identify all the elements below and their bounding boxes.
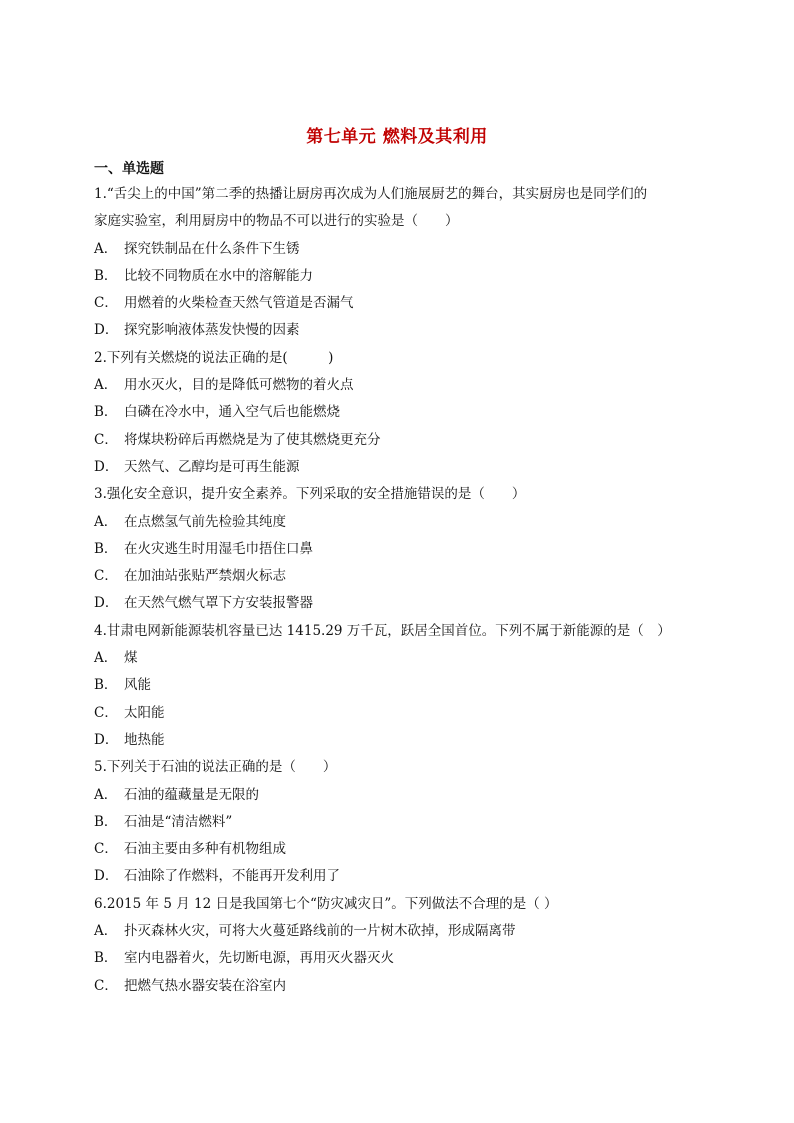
option-letter: A． xyxy=(94,377,118,394)
option-c xyxy=(94,836,714,863)
option-c xyxy=(94,973,714,1000)
option-c xyxy=(94,427,714,454)
option-d xyxy=(94,317,714,344)
option-text: 石油的蕴藏量是无限的 xyxy=(124,786,259,803)
option-letter: B． xyxy=(94,677,118,694)
option-c xyxy=(94,563,714,590)
option-d xyxy=(94,727,714,754)
question-stem: 6.2015 年 5 月 12 日是我国第七个“防灾减灾日”。下列做法不合理的是（ ） xyxy=(94,895,558,912)
option-text: 在火灾逃生时用湿毛巾捂住口鼻 xyxy=(124,540,313,557)
question-6 xyxy=(94,891,714,1000)
option-text: 在点燃氢气前先检验其纯度 xyxy=(124,513,286,530)
option-letter: D． xyxy=(94,868,119,885)
option-c xyxy=(94,700,714,727)
option-c xyxy=(94,290,714,317)
option-b xyxy=(94,809,714,836)
question-stem: 家庭实验室，利用厨房中的物品不可以进行的实验是（ ） xyxy=(94,213,459,230)
option-letter: A． xyxy=(94,786,118,803)
option-letter: A． xyxy=(94,240,118,257)
option-d xyxy=(94,863,714,890)
option-text: 把燃气热水器安装在浴室内 xyxy=(124,977,286,994)
option-b xyxy=(94,536,714,563)
option-letter: B． xyxy=(94,950,118,967)
option-text: 探究影响液体蒸发快慢的因素 xyxy=(124,322,300,339)
option-a xyxy=(94,782,714,809)
option-letter: D． xyxy=(94,595,119,612)
question-stem: 5.下列关于石油的说法正确的是（ ） xyxy=(94,759,337,776)
option-text: 扑灭森林火灾，可将大火蔓延路线前的一片树木砍掉，形成隔离带 xyxy=(124,923,516,940)
option-letter: B． xyxy=(94,540,118,557)
question-stem: 3.强化安全意识，提升安全素养。下列采取的安全措施错误的是（ ） xyxy=(94,486,526,503)
option-d xyxy=(94,454,714,481)
option-text: 石油除了作燃料，不能再开发利用了 xyxy=(124,868,340,885)
question-5 xyxy=(94,754,714,890)
option-b xyxy=(94,945,714,972)
question-3 xyxy=(94,481,714,617)
option-text: 天然气、乙醇均是可再生能源 xyxy=(124,458,300,475)
option-text: 地热能 xyxy=(124,731,165,748)
option-b xyxy=(94,263,714,290)
option-letter: D． xyxy=(94,458,119,475)
option-letter: D． xyxy=(94,322,119,339)
question-2 xyxy=(94,345,714,481)
question-stem: 2.下列有关燃烧的说法正确的是( ) xyxy=(94,349,334,366)
option-text: 煤 xyxy=(124,650,138,667)
option-letter: A． xyxy=(94,513,118,530)
option-letter: C． xyxy=(94,977,118,994)
option-text: 白磷在冷水中，通入空气后也能燃烧 xyxy=(124,404,340,421)
question-stem: 4.甘肃电网新能源装机容量已达 1415.29 万千瓦，跃居全国首位。下列不属于新能源的是（ ） xyxy=(94,622,671,639)
option-a xyxy=(94,372,714,399)
option-text: 用燃着的火柴检查天然气管道是否漏气 xyxy=(124,295,354,312)
option-text: 在加油站张贴严禁烟火标志 xyxy=(124,568,286,585)
question-list xyxy=(94,181,714,1000)
option-letter: B． xyxy=(94,404,118,421)
question-1 xyxy=(94,181,714,345)
option-text: 石油是“清洁燃料” xyxy=(124,813,233,830)
option-text: 将煤块粉碎后再燃烧是为了使其燃烧更充分 xyxy=(124,431,381,448)
question-4 xyxy=(94,618,714,754)
option-text: 室内电器着火，先切断电源，再用灭火器灭火 xyxy=(124,950,394,967)
option-text: 用水灭火，目的是降低可燃物的着火点 xyxy=(124,377,354,394)
option-a xyxy=(94,236,714,263)
option-letter: B． xyxy=(94,813,118,830)
option-letter: C． xyxy=(94,704,118,721)
option-letter: C． xyxy=(94,841,118,858)
option-d xyxy=(94,590,714,617)
option-a xyxy=(94,509,714,536)
option-text: 石油主要由多种有机物组成 xyxy=(124,841,286,858)
option-a xyxy=(94,645,714,672)
option-letter: A． xyxy=(94,923,118,940)
option-text: 在天然气燃气罩下方安装报警器 xyxy=(124,595,313,612)
option-b xyxy=(94,672,714,699)
option-a xyxy=(94,918,714,945)
option-letter: B． xyxy=(94,267,118,284)
option-letter: C． xyxy=(94,295,118,312)
option-letter: A． xyxy=(94,650,118,667)
option-text: 太阳能 xyxy=(124,704,165,721)
option-b xyxy=(94,399,714,426)
option-text: 探究铁制品在什么条件下生锈 xyxy=(124,240,300,257)
option-letter: C． xyxy=(94,431,118,448)
option-letter: C． xyxy=(94,568,118,585)
option-text: 风能 xyxy=(124,677,151,694)
option-text: 比较不同物质在水中的溶解能力 xyxy=(124,267,313,284)
page-title: 第七单元 燃料及其利用 xyxy=(306,127,488,147)
section-heading: 一、单选题 xyxy=(94,161,164,177)
option-letter: D． xyxy=(94,731,119,748)
question-stem: 1.“舌尖上的中国”第二季的热播让厨房再次成为人们施展厨艺的舞台，其实厨房也是同学们的 xyxy=(94,186,648,202)
